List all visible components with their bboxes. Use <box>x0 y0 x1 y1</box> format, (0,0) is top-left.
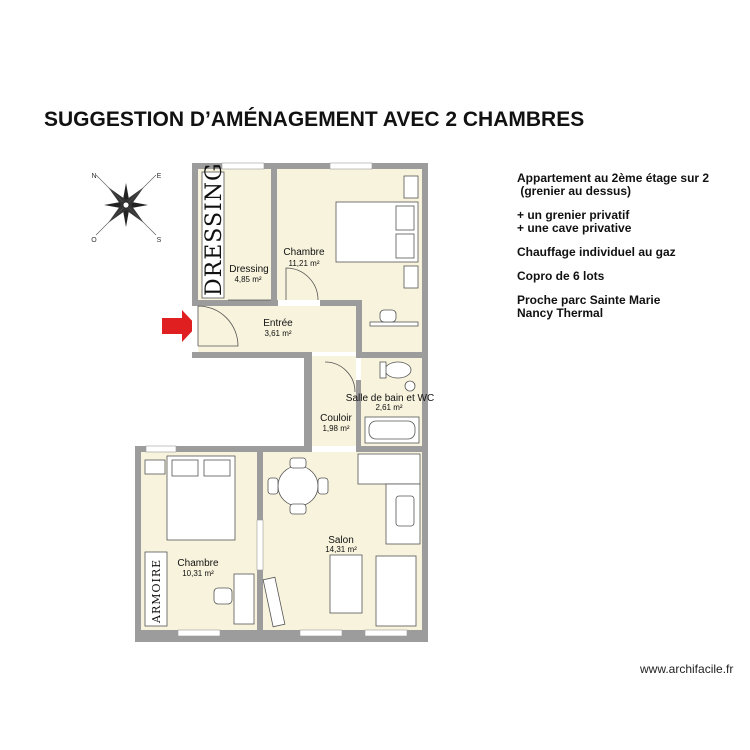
compass-rose-icon <box>91 173 161 244</box>
room-sdb-area: 2,61 m² <box>375 403 403 412</box>
note-line: Copro de 6 lots <box>517 269 605 283</box>
room-chambre-bottom-area: 10,31 m² <box>182 569 214 578</box>
watermark: www.archifacile.fr <box>640 662 734 676</box>
entry-arrow-icon <box>162 310 197 342</box>
room-salon-name: Salon <box>328 535 354 546</box>
compass-s-label: S <box>156 237 162 244</box>
note-line: (grenier au dessus) <box>517 184 632 198</box>
note-line: Appartement au 2ème étage sur 2 <box>517 171 710 185</box>
armoire-label: ARMOIRE <box>150 558 163 623</box>
dressing-cabinet-label: DRESSING <box>202 162 227 296</box>
room-salon-area: 14,31 m² <box>325 545 357 554</box>
room-chambre-bottom-name: Chambre <box>177 558 219 569</box>
compass-n-label: N <box>91 173 97 180</box>
room-dressing-name: Dressing <box>229 264 269 275</box>
room-chambre-top-name: Chambre <box>283 247 325 258</box>
note-line: Proche parc Sainte Marie <box>517 293 661 307</box>
note-line: + un grenier privatif <box>517 208 630 222</box>
note-line: + une cave privative <box>517 221 632 235</box>
note-line: Chauffage individuel au gaz <box>517 245 676 259</box>
room-couloir-name: Couloir <box>320 413 352 424</box>
room-entree-name: Entrée <box>263 318 293 329</box>
compass-e-label: E <box>156 173 162 180</box>
note-line: Nancy Thermal <box>517 306 604 320</box>
room-couloir-area: 1,98 m² <box>322 424 350 433</box>
room-chambre-top-area: 11,21 m² <box>288 259 320 268</box>
room-entree-area: 3,61 m² <box>264 329 292 338</box>
room-dressing-area: 4,85 m² <box>234 275 262 284</box>
page-title: SUGGESTION D’AMÉNAGEMENT AVEC 2 CHAMBRES <box>44 108 585 131</box>
compass-w-label: O <box>91 237 97 244</box>
room-sdb-name: Salle de bain et WC <box>345 393 435 404</box>
